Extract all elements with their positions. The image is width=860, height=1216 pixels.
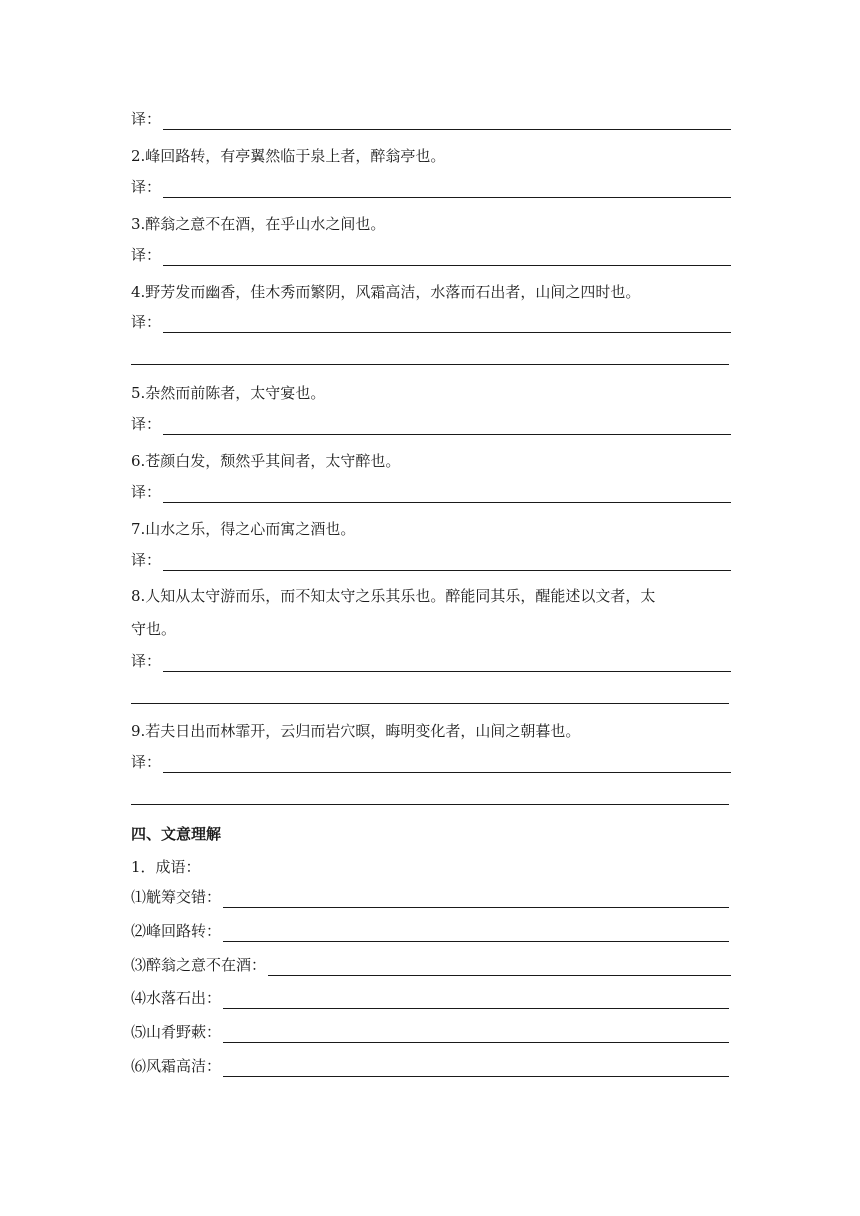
translation-blank-1[interactable] xyxy=(163,111,731,130)
translation-row-5 xyxy=(131,409,731,435)
translate-label: 译： xyxy=(131,652,162,670)
idiom-blank-4[interactable] xyxy=(223,990,729,1009)
translation-blank-2[interactable] xyxy=(163,179,731,198)
idiom-row-3 xyxy=(131,950,731,976)
translate-label: 译： xyxy=(131,551,162,569)
translation-row-4 xyxy=(131,307,731,333)
translation-blank-4[interactable] xyxy=(163,314,731,333)
idiom-blank-2[interactable] xyxy=(223,923,729,942)
translate-label: 译： xyxy=(131,483,162,501)
sentence-8-line-2: 守也。 xyxy=(131,620,177,638)
sentence-6: 6.苍颜白发，颓然乎其间者，太守醉也。 xyxy=(131,452,401,470)
sentence-4: 4.野芳发而幽香，佳木秀而繁阴，风霜高洁，水落而石出者，山间之四时也。 xyxy=(131,283,641,301)
idiom-row-4 xyxy=(131,983,729,1009)
idiom-blank-1[interactable] xyxy=(223,889,729,908)
idiom-row-1 xyxy=(131,882,729,908)
translate-label: 译： xyxy=(131,313,162,331)
sentence-5: 5.杂然而前陈者，太守宴也。 xyxy=(131,384,326,402)
sentence-3: 3.醉翁之意不在酒，在乎山水之间也。 xyxy=(131,215,386,233)
sentence-9: 9.若夫日出而林霏开，云归而岩穴暝，晦明变化者，山间之朝暮也。 xyxy=(131,722,581,740)
translation-row-3 xyxy=(131,240,731,266)
translation-row-2 xyxy=(131,172,731,198)
translation-row-7 xyxy=(131,545,731,571)
idiom-blank-5[interactable] xyxy=(223,1024,729,1043)
idiom-row-2 xyxy=(131,916,729,942)
translate-label: 译： xyxy=(131,246,162,264)
translation-row-9 xyxy=(131,747,731,773)
idiom-label: ⑴觥筹交错： xyxy=(131,888,222,906)
idiom-blank-3[interactable] xyxy=(268,957,731,976)
translation-extra-line-4[interactable] xyxy=(131,364,729,365)
translation-blank-7[interactable] xyxy=(163,552,731,571)
idiom-label: ⑷水落石出： xyxy=(131,989,222,1007)
sentence-2: 2.峰回路转，有亭翼然临于泉上者，醉翁亭也。 xyxy=(131,147,446,165)
idiom-row-6 xyxy=(131,1051,729,1077)
idiom-label: ⑸山肴野蔌： xyxy=(131,1023,222,1041)
sentence-7: 7.山水之乐，得之心而寓之酒也。 xyxy=(131,520,356,538)
translation-blank-6[interactable] xyxy=(163,484,731,503)
translate-label: 译： xyxy=(131,178,162,196)
translation-blank-3[interactable] xyxy=(163,247,731,266)
translation-extra-line-9[interactable] xyxy=(131,804,729,805)
idiom-label: ⑵峰回路转： xyxy=(131,922,222,940)
translation-blank-5[interactable] xyxy=(163,416,731,435)
translation-blank-8[interactable] xyxy=(163,653,731,672)
translation-row-6 xyxy=(131,477,731,503)
idiom-label: ⑶醉翁之意不在酒： xyxy=(131,956,267,974)
idiom-blank-6[interactable] xyxy=(223,1058,729,1077)
translation-row-1 xyxy=(131,104,731,130)
question-1-label: 1．成语： xyxy=(131,858,201,876)
translation-row-8 xyxy=(131,646,731,672)
translate-label: 译： xyxy=(131,753,162,771)
section-heading: 四、文意理解 xyxy=(131,825,222,843)
translate-label: 译： xyxy=(131,110,162,128)
idiom-label: ⑹风霜高洁： xyxy=(131,1057,222,1075)
translation-blank-9[interactable] xyxy=(163,754,731,773)
idiom-row-5 xyxy=(131,1017,729,1043)
translation-extra-line-8[interactable] xyxy=(131,703,729,704)
sentence-8-line-1: 8.人知从太守游而乐，而不知太守之乐其乐也。醉能同其乐，醒能述以文者，太 xyxy=(131,587,656,605)
translate-label: 译： xyxy=(131,415,162,433)
